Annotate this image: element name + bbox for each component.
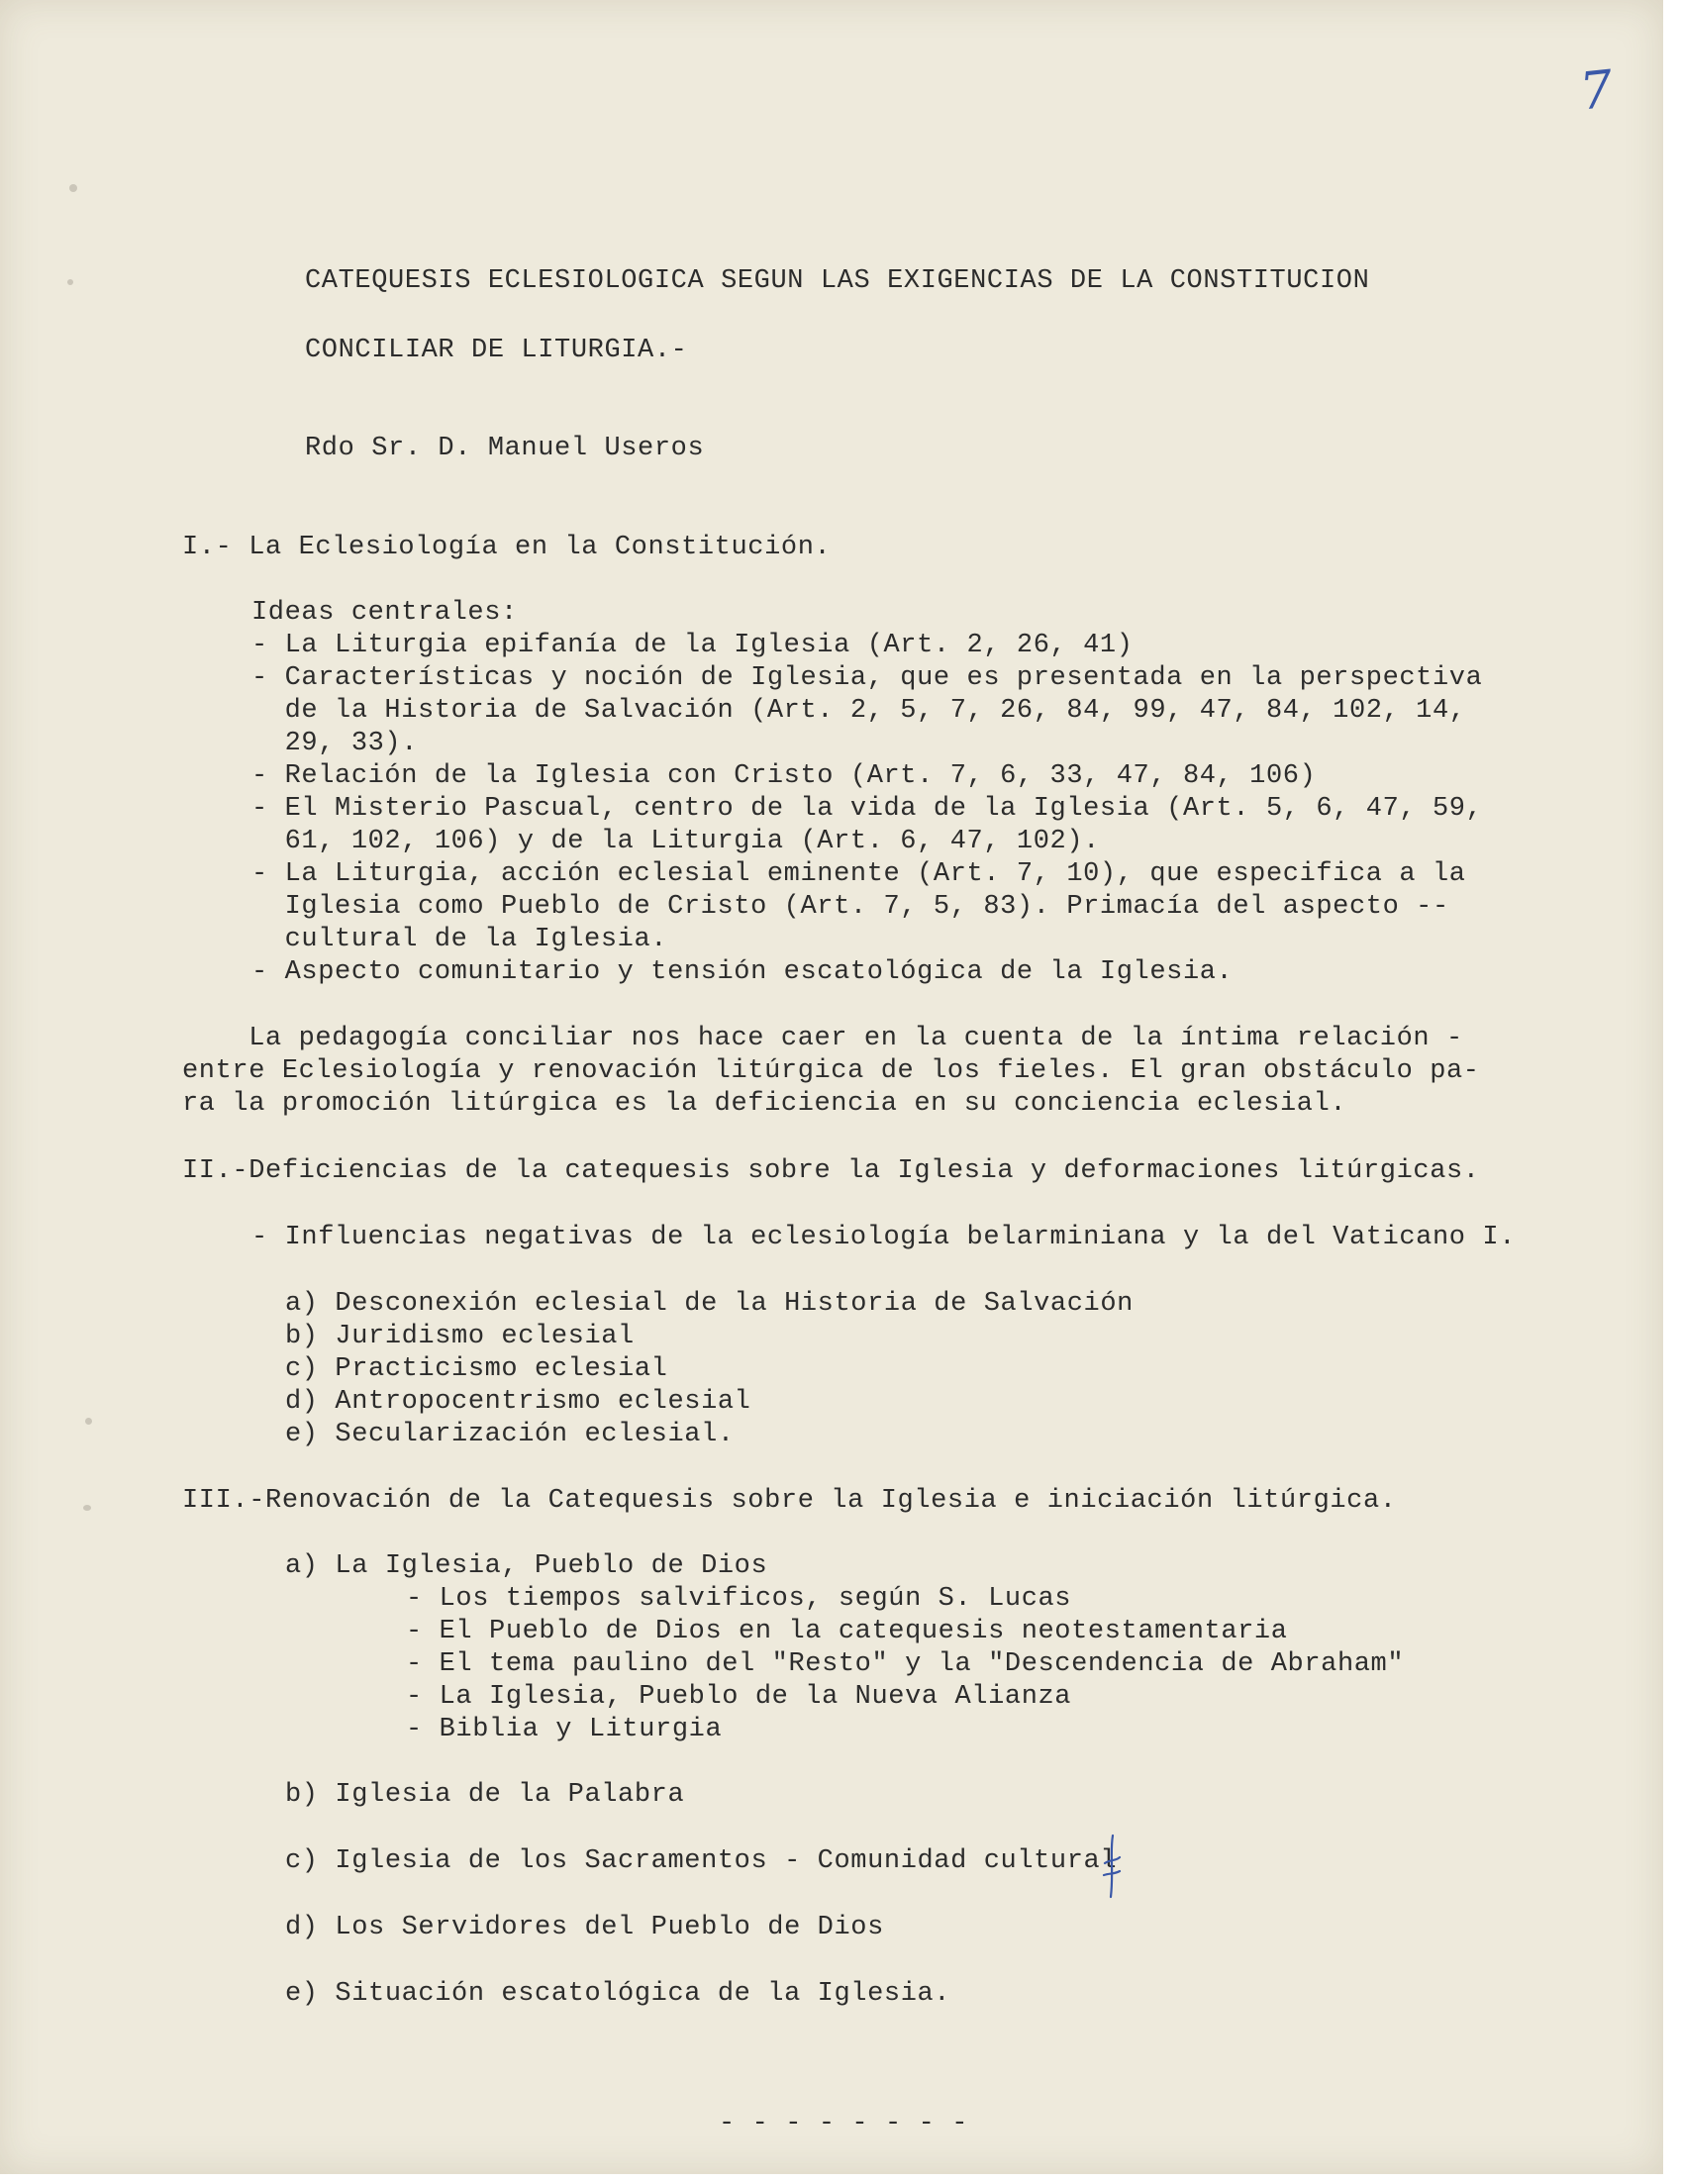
list-item: 61, 102, 106) y de la Liturgia (Art. 6, 47, 102). (251, 827, 1100, 856)
paper-speck (69, 184, 77, 192)
list-item: - La Liturgia epifanía de la Iglesia (Art. 2, 26, 41) (251, 631, 1134, 660)
list-item: - Características y noción de Iglesia, que es presentada en la perspectiva (251, 663, 1483, 693)
section-3-item-c: c) Iglesia de los Sacramentos - Comunidad cultural (285, 1846, 1118, 1876)
section-3-heading: III.-Renovación de la Catequesis sobre la Iglesia e iniciación litúrgica. (182, 1486, 1397, 1516)
list-item: cultural de la Iglesia. (251, 925, 668, 954)
list-item: - Aspecto comunitario y tensión escatológica de la Iglesia. (251, 957, 1234, 987)
section-1-heading: I.- La Eclesiología en la Constitución. (182, 533, 832, 562)
paragraph-line: ra la promoción litúrgica es la deficiencia en su conciencia eclesial. (182, 1089, 1347, 1119)
list-item: - Biblia y Liturgia (406, 1715, 723, 1744)
section-2-heading: II.-Deficiencias de la catequesis sobre la Iglesia y deformaciones litúrgicas. (182, 1156, 1480, 1186)
list-item: d) Antropocentrismo eclesial (285, 1387, 751, 1417)
title-line-1: CATEQUESIS ECLESIOLOGICA SEGUN LAS EXIGENCIAS DE LA CONSTITUCION (305, 266, 1370, 296)
list-item: de la Historia de Salvación (Art. 2, 5, 7, 26, 84, 99, 47, 84, 102, 14, (251, 696, 1466, 726)
list-item: c) Practicismo eclesial (285, 1354, 668, 1384)
list-item: a) Desconexión eclesial de la Historia de Salvación (285, 1289, 1134, 1319)
list-item: Iglesia como Pueblo de Cristo (Art. 7, 5, 83). Primacía del aspecto -- (251, 892, 1449, 922)
section-3-item-d: d) Los Servidores del Pueblo de Dios (285, 1913, 884, 1942)
section-3-item-b: b) Iglesia de la Palabra (285, 1780, 685, 1810)
list-item: - La Iglesia, Pueblo de la Nueva Alianza (406, 1682, 1072, 1712)
section-3-item-e: e) Situación escatológica de la Iglesia. (285, 1979, 951, 2009)
list-item: b) Juridismo eclesial (285, 1322, 635, 1351)
paragraph-line: entre Eclesiología y renovación litúrgica de los fieles. El gran obstáculo pa- (182, 1056, 1480, 1086)
list-item: - El Pueblo de Dios en la catequesis neotestamentaria (406, 1617, 1288, 1646)
handwritten-page-number: 7 (1576, 59, 1617, 123)
paragraph-line: La pedagogía conciliar nos hace caer en la cuenta de la íntima relación - (182, 1024, 1463, 1053)
section-1-subheading: Ideas centrales: (251, 598, 518, 628)
author-line: Rdo Sr. D. Manuel Useros (305, 434, 705, 463)
paper-speck (83, 1505, 91, 1511)
list-item: e) Secularización eclesial. (285, 1420, 735, 1449)
footer-rule: - - - - - - - - (719, 2109, 969, 2138)
section-3-item-a: a) La Iglesia, Pueblo de Dios (285, 1551, 768, 1581)
section-2-subheading: - Influencias negativas de la eclesiología belarminiana y la del Vaticano I. (251, 1223, 1516, 1252)
list-item: - El tema paulino del "Resto" y la "Descendencia de Abraham" (406, 1649, 1405, 1679)
list-item: - El Misterio Pascual, centro de la vida de la Iglesia (Art. 5, 6, 47, 59, (251, 794, 1483, 824)
pen-correction-mark (1102, 1834, 1122, 1899)
list-item: - La Liturgia, acción eclesial eminente (Art. 7, 10), que especifica a la (251, 859, 1466, 889)
list-item: - Relación de la Iglesia con Cristo (Art. 7, 6, 33, 47, 84, 106) (251, 761, 1317, 791)
paper-speck (67, 279, 73, 285)
title-line-2: CONCILIAR DE LITURGIA.- (305, 336, 688, 365)
list-item: - Los tiempos salvificos, según S. Lucas (406, 1584, 1072, 1614)
paper-speck (85, 1418, 92, 1425)
list-item: 29, 33). (251, 729, 419, 758)
